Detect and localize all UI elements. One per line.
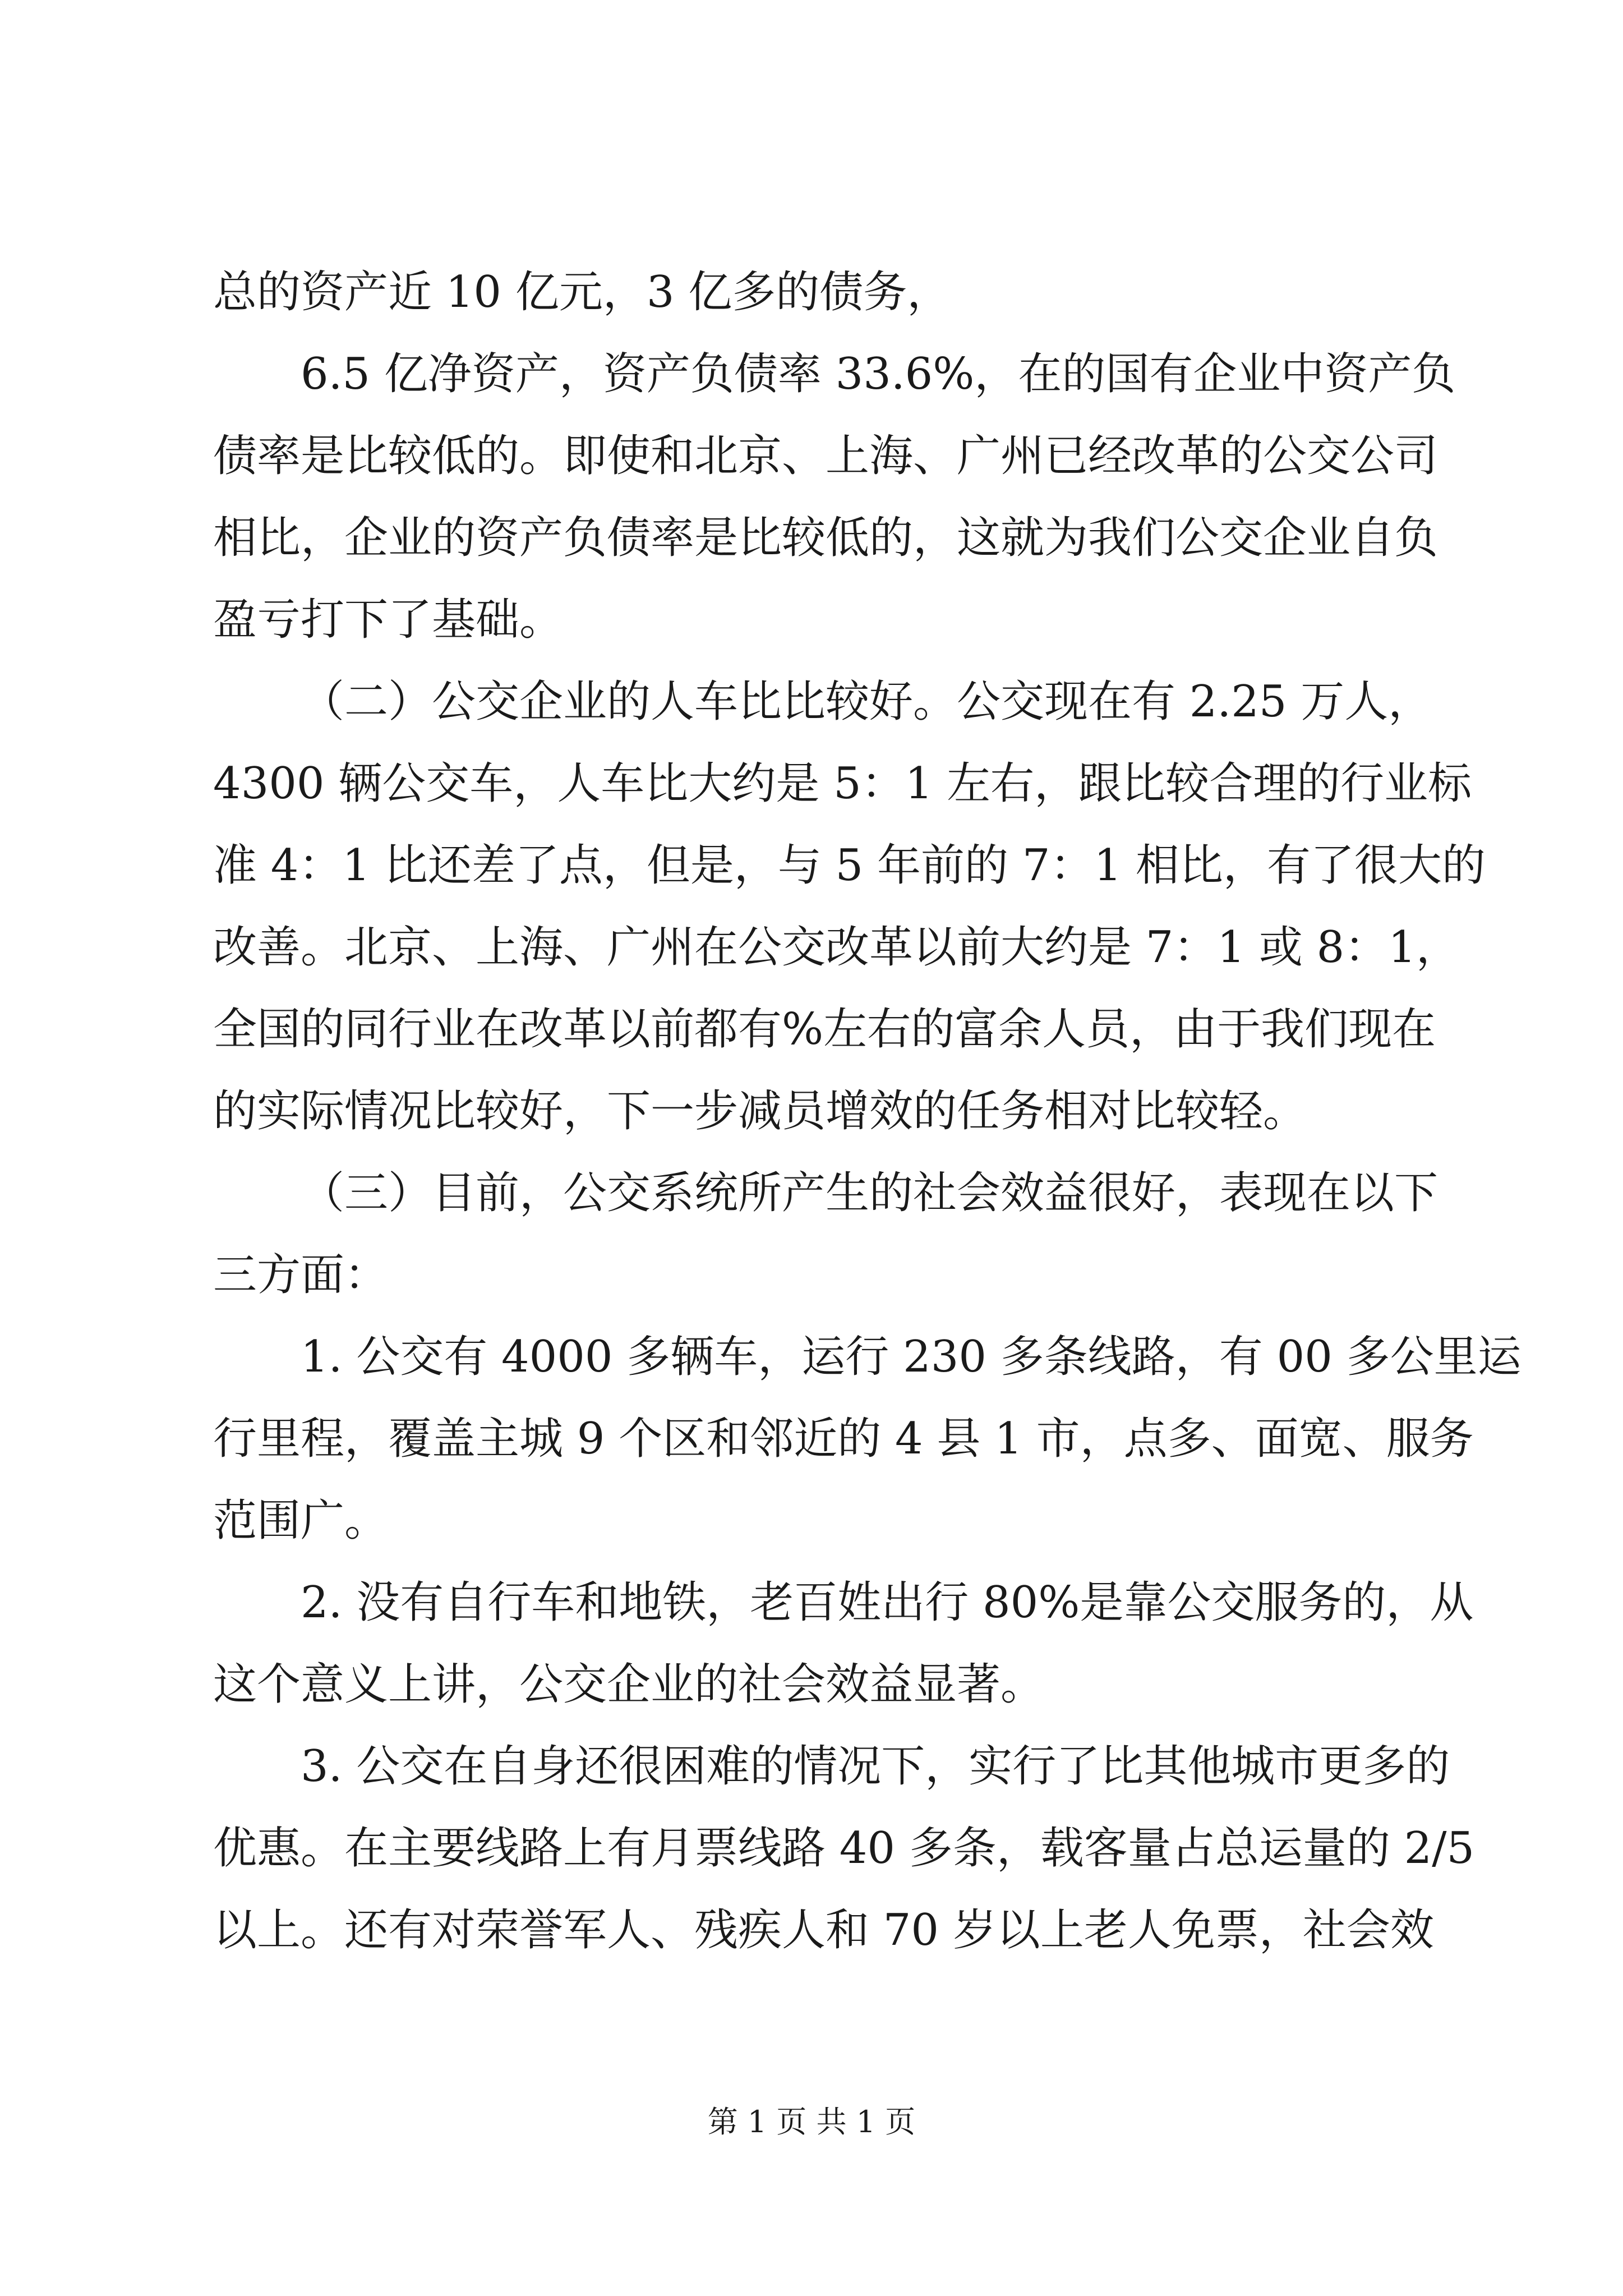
- text-line: 以上。还有对荣誉军人、残疾人和 70 岁以上老人免票，社会效: [213, 1905, 1434, 1955]
- page-footer: 第 1 页 共 1 页: [707, 2104, 916, 2139]
- text-line: 4300 辆公交车，人车比大约是 5：1 左右，跟比较合理的行业标: [213, 758, 1472, 809]
- text-line: 债率是比较低的。即使和北京、上海、广州已经改革的公交公司: [213, 431, 1438, 481]
- text-line: 1. 公交有 4000 多辆车，运行 230 多条线路，有 00 多公里运: [301, 1332, 1521, 1382]
- text-line: 总的资产近 10 亿元，3 亿多的债务，: [213, 267, 951, 318]
- text-line: 优惠。在主要线路上有月票线路 40 多条，载客量占总运量的 2/5: [213, 1823, 1475, 1874]
- text-line: （三）目前，公交系统所产生的社会效益很好，表现在以下: [301, 1168, 1438, 1218]
- text-line: （二）公交企业的人车比比较好。公交现在有 2.25 万人，: [301, 677, 1432, 727]
- text-line: 的实际情况比较好，下一步减员增效的任务相对比较轻。: [213, 1086, 1307, 1137]
- text-line: 三方面：: [213, 1250, 389, 1300]
- text-line: 准 4：1 比还差了点，但是，与 5 年前的 7：1 相比，有了很大的: [213, 840, 1486, 891]
- text-line: 全国的同行业在改革以前都有%左右的富余人员，由于我们现在: [213, 1004, 1436, 1055]
- document-body: [213, 251, 1521, 1971]
- text-line: 范围广。: [213, 1496, 389, 1546]
- text-line: 盈亏打下了基础。: [213, 595, 564, 645]
- text-line: 2. 没有自行车和地铁，老百姓出行 80%是靠公交服务的，从: [301, 1577, 1474, 1628]
- text-line: 这个意义上讲，公交企业的社会效益显著。: [213, 1659, 1045, 1710]
- text-line: 相比，企业的资产负债率是比较低的，这就为我们公交企业自负: [213, 513, 1438, 563]
- text-line: 行里程，覆盖主城 9 个区和邻近的 4 县 1 市，点多、面宽、服务: [213, 1414, 1474, 1464]
- text-line: 3. 公交在自身还很困难的情况下，实行了比其他城市更多的: [301, 1741, 1450, 1792]
- text-line: 6.5 亿净资产，资产负债率 33.6%，在的国有企业中资产负: [301, 349, 1456, 399]
- text-line: 改善。北京、上海、广州在公交改革以前大约是 7：1 或 8：1，: [213, 922, 1460, 973]
